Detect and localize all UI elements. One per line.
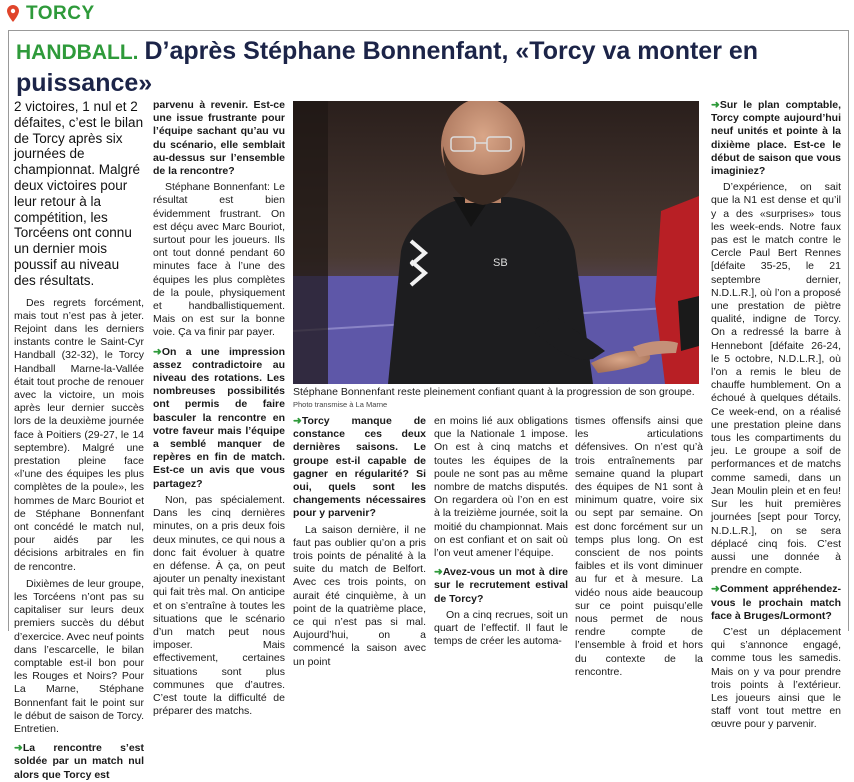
interview-question: ➜On a une impression assez contradictoire au niveau des rotations. Les nombreuses possibilités ont permis de faire basculer la rencontre en votre faveur mais l’équipe a semblé manquer de repères en fin de match. Est-ce un avis que vous partagez? <box>153 345 285 490</box>
arrow-icon: ➜ <box>711 583 720 596</box>
interview-question: ➜Sur le plan comptable, Torcy compte aujourd’hui neuf unités et pointe à la dixième place. Est-ce le début de saison que vous imaginiez? <box>711 99 841 178</box>
arrow-icon: ➜ <box>711 99 720 111</box>
headline <box>16 36 846 99</box>
article-column-6 <box>711 99 841 732</box>
article-photo <box>293 101 699 384</box>
photo-credit: Photo transmise à La Marne <box>293 400 388 409</box>
article-column-2 <box>153 99 285 718</box>
article-column-5 <box>575 415 703 679</box>
article-column-4 <box>434 415 568 648</box>
arrow-icon: ➜ <box>153 345 162 358</box>
shirt-badge: SB <box>493 257 508 269</box>
photo-caption: Stéphane Bonnenfant reste pleinement confiant quant à la progression de son groupe. <box>293 386 695 398</box>
section-header <box>0 0 854 30</box>
paragraph: Des regrets forcément, mais tout n’est pas à jeter. Rejoint dans les derniers instants contre le Saint-Cyr Handball (32-32), le Torcy Handball Marne-la-Vallée était tout proche de renouer avec la victoire, un mois après leur dernier succès lors de la deuxième journée face à Poitiers (29-27, le 14 septembre). Malgré une prestation pleine face «l’une des équipes les plus complètes de la poule», les hommes de Marc Bouriot et de Stéphane Bonnenfant ont concédé le match nul, pour aidés par les décisions arbitrales en fin de rencontre. <box>14 296 144 573</box>
answer-paragraph: Stéphane Bonnenfant: Le résultat est bien évidemment frustrant. On est déçu avec Marc Bouriot, surtout pour les joueurs. Ils ont tout donné pendant 60 minutes face à l’une des équipes les plus complètes de la poule, physiquement et handballistiquement. Mais on est sur la bonne voie. Ça va finir par payer. <box>153 181 285 339</box>
answer-paragraph: tismes offensifs ainsi que les articulations défensives. On n’est qu’à trois entraînements par semaine quand la plupart des équipes de N1 sont à minimum quatre, voire six ou sept par semaine. On est donc forcément sur un temps plus long. On est conscient de nos points faibles et ils vont diminuer au fur et à mesure. La vidéo nous aide beaucoup sur ce point puisqu’elle nous permet de nous rendre compte de l’ensemble à froid et hors du contexte de la rencontre. <box>575 415 703 678</box>
article-lead: 2 victoires, 1 nul et 2 défaites, c’est le bilan de Torcy après six journées de championnat. Malgré deux victoires pour leur retour à la compétition, les Torcéens ont connu un dernier mois poussif au niveau des résultats. <box>14 99 144 288</box>
answer-paragraph: C’est un déplacement qui s’annonce engagé, comme tous les samedis. Mais on y va pour prendre trois points à l’extérieur. Les joueurs ainsi que le staff vont tout mettre en œuvre pour y parvenir. <box>711 625 841 731</box>
headline-kicker: HANDBALL. <box>16 41 139 64</box>
coach-photo <box>293 101 699 384</box>
location-pin-icon <box>7 5 19 22</box>
interview-question: ➜Avez-vous un mot à dire sur le recrutement estival de Torcy? <box>434 566 568 605</box>
arrow-icon: ➜ <box>14 742 23 755</box>
answer-paragraph: La saison dernière, il ne faut pas oublier qu’on a pris trois points de pénalité à la suite du match de Belfort. Avec ces trois points, on aurait été cinquième, à un point de la quatrième place, ce qui n’est pas si mal. Aujourd’hui, on a commencé la saison avec un point <box>293 523 426 668</box>
section-label: TORCY <box>26 3 95 24</box>
interview-question: ➜La rencontre s’est soldée par un match nul alors que Torcy est <box>14 742 144 781</box>
interview-question: parvenu à revenir. Est-ce une issue frustrante pour l’équipe sachant qu’au vu du scénario, elle semblait au-dessus sur l’ensemble de la rencontre? <box>153 99 285 178</box>
answer-paragraph: Non, pas spécialement. Dans les cinq dernières minutes, on a pris deux fois deux minutes, ce qui nous a donc fait évoluer à quatre en défense. À ça, on peut ajouter un penalty inexistant qui fait très mal. On anticipe et on s’entraîne à toutes les situations que le scénario d’un match peut nous imposer. Mais effectivement, certaines situations sont plus communes que d’autres. C’est toute la difficulté de préparer des matchs. <box>153 493 285 718</box>
headline-title: D’après Stéphane Bonnenfant, «Torcy va monter en puissance» <box>16 37 759 97</box>
answer-paragraph: On a cinq recrues, soit un quart de l’effectif. Il faut le temps de créer les automa- <box>434 608 568 648</box>
interview-question: ➜Torcy manque de constance ces deux dernières saisons. Le groupe est-il capable de gagner en régularité? Si oui, quels sont les changements nécessaires pour y parvenir? <box>293 415 426 520</box>
article-column-1 <box>14 99 144 782</box>
arrow-icon: ➜ <box>293 415 302 427</box>
arrow-icon: ➜ <box>434 566 443 579</box>
answer-paragraph: D’expérience, on sait que la N1 est dense et qu’il y a des «surprises» tous les week-ends. Notre faux pas est le match contre le Cercle Paul Bert Rennes [défaite 35-25, le 21 septembre dernier, N.D.L.R.], où l’on a proposé une prestation de piètre qualité, indigne de Torcy. On a redressé la barre à Hennebont [défaite 26-24, le 5 octobre, N.D.L.R.], où l’on a remis le bleu de chauffe humblement. On a échoué à quelques détails. Ce week-end, on a réalisé une prestation pleine dans tous les compartiments du jeu. Le groupe a soif de performances et de matchs comme samedi, dans un Jean Moulin plein et en feu! Sur les huit premières journées [sept pour Torcy, N.D.L.R.], on se sera déplacé cinq fois. C’est aussi une donnée à prendre en compte. <box>711 181 841 577</box>
answer-paragraph: en moins lié aux obligations que la Nationale 1 impose. On est à cinq matchs et toutes les équipes de la poule ne sont pas au même nombre de matchs disputés. On regardera où l’on en est à la treizième journée, soit la moitié du championnat. Mais on est confiant et on sait où l’on veut amener l’équipe. <box>434 415 568 560</box>
article-column-3 <box>293 415 426 669</box>
paragraph: Dixièmes de leur groupe, les Torcéens n’ont pas su capitaliser sur leurs deux premiers succès du début d’exercice. Avec neuf points dans l’escarcelle, le bilan comptable est-il bon pour les Rouges et Noirs? Pour La Marne, Stéphane Bonnenfant fait le point sur le début de saison de Torcy. Entretien. <box>14 577 144 736</box>
interview-question: ➜Comment appréhendez-vous le prochain match face à Bruges/Lormont? <box>711 583 841 622</box>
